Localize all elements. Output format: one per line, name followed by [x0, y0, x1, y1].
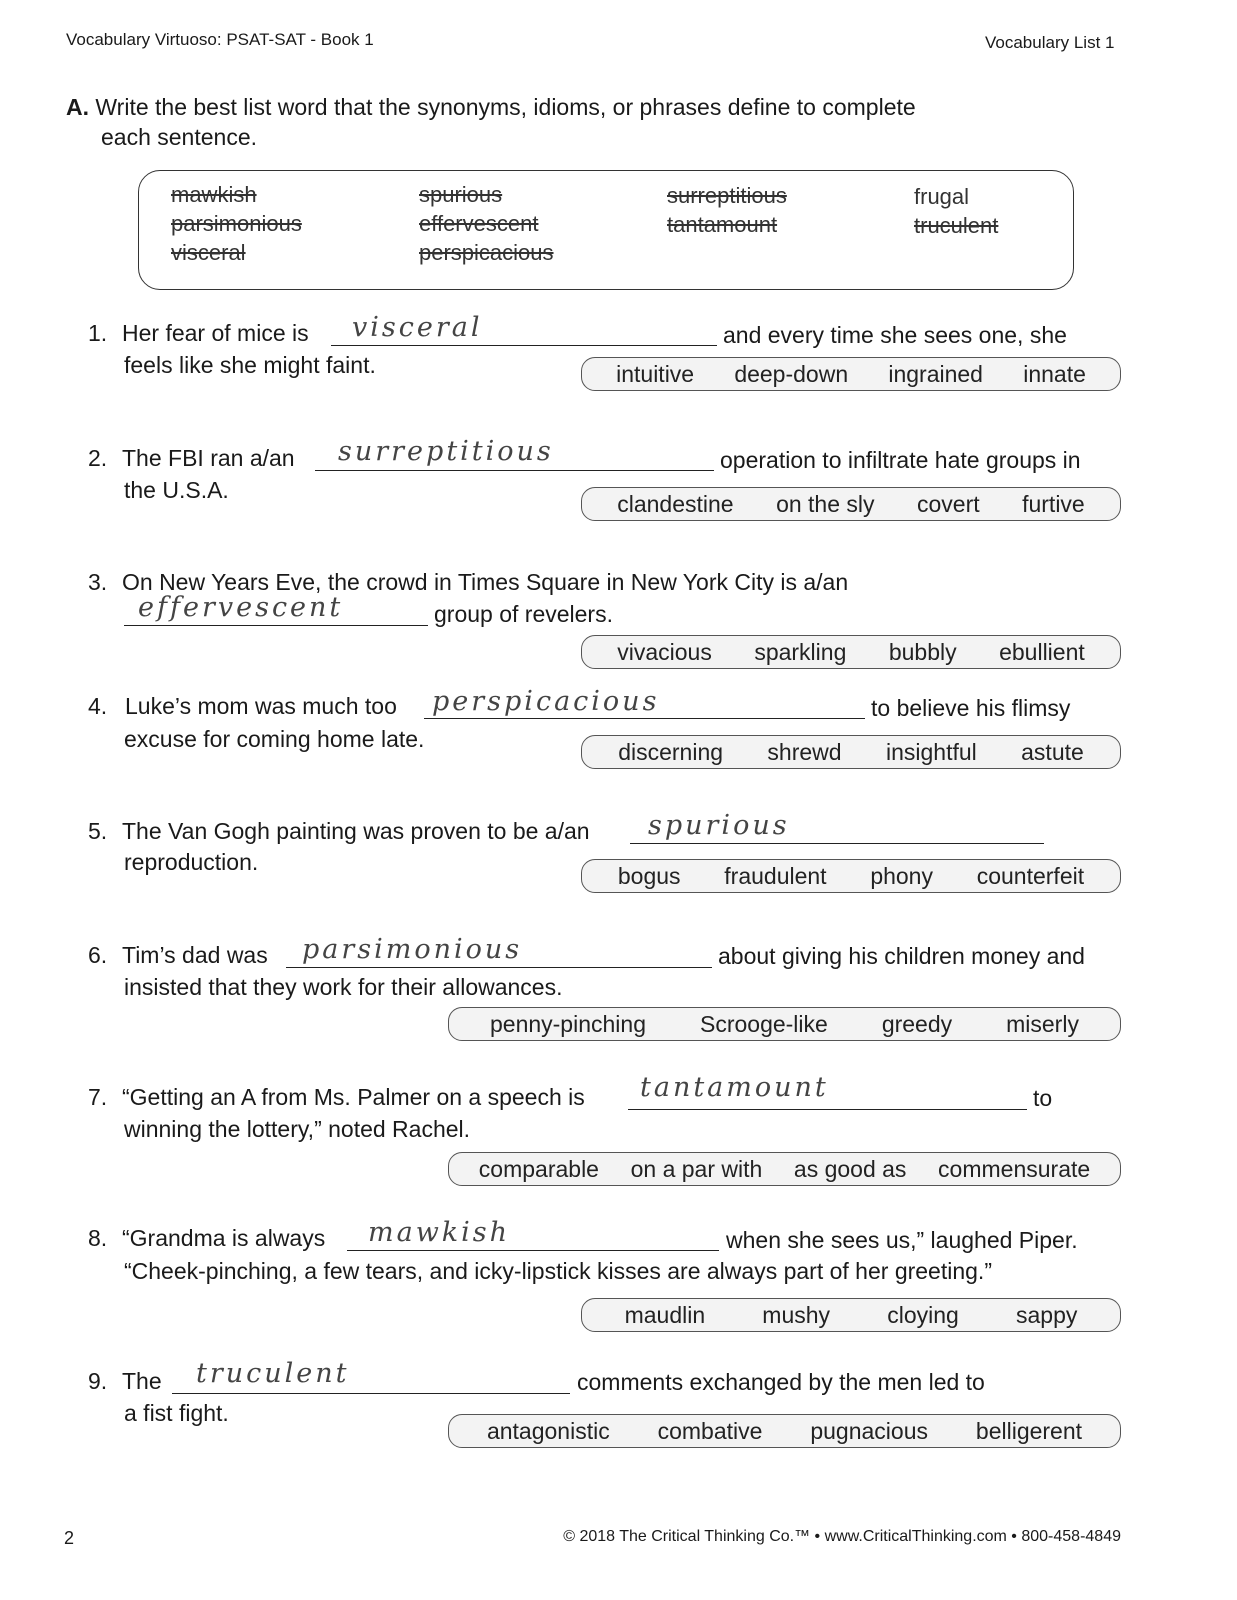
synonym: astute [1021, 738, 1084, 765]
synonym: bubbly [888, 638, 957, 665]
copyright: © 2018 The Critical Thinking Co.™ • www.CriticalThinking.com • 800-458-4849 [563, 1528, 1121, 1545]
question-text: Luke’s mom was much too [125, 693, 397, 719]
word-bank [138, 170, 1074, 290]
book-title: Vocabulary Virtuoso: PSAT-SAT - Book 1 [66, 30, 374, 49]
question-text: winning the lottery,” noted Rachel. [124, 1116, 471, 1142]
handwritten-answer: truculent [196, 1358, 350, 1389]
handwritten-answer: spurious [648, 810, 790, 841]
question-number: 5. [88, 818, 108, 844]
list-title: Vocabulary List 1 [985, 33, 1115, 52]
instructions [66, 92, 916, 123]
question-text: a fist fight. [124, 1400, 229, 1426]
answer-blank [286, 967, 712, 968]
synonym: greedy [881, 1010, 953, 1037]
word-bank-item: parsimonious [171, 211, 302, 236]
question-text: The [122, 1368, 162, 1394]
synonym: on a par with [630, 1155, 763, 1182]
question-text: Her fear of mice is [122, 320, 309, 346]
word-bank-item: effervescent [419, 211, 539, 236]
synonym: fraudulent [724, 862, 827, 889]
section-letter: A. [66, 94, 89, 120]
synonym-box [581, 487, 1121, 521]
question-text: The Van Gogh painting was proven to be a/an [122, 818, 590, 844]
question-text: reproduction. [124, 849, 259, 875]
answer-blank [315, 470, 714, 471]
synonym-box [581, 1298, 1121, 1332]
question-text: to believe his flimsy [871, 695, 1071, 721]
question-number: 2. [88, 445, 108, 471]
word-bank-item: perspicacious [419, 240, 554, 265]
synonym: insightful [885, 738, 977, 765]
synonym: clandestine [617, 490, 734, 517]
question-text: “Grandma is always [122, 1225, 326, 1251]
synonym: phony [870, 862, 933, 889]
word-bank-item: surreptitious [667, 183, 787, 208]
synonym: commensurate [938, 1155, 1091, 1182]
synonym: miserly [1006, 1010, 1079, 1037]
synonym: as good as [793, 1155, 907, 1182]
synonym: intuitive [616, 360, 695, 387]
question-text: The FBI ran a/an [122, 445, 295, 471]
handwritten-answer: parsimonious [302, 934, 523, 965]
question-number: 8. [88, 1225, 108, 1251]
question-text: operation to infiltrate hate groups in [720, 447, 1081, 473]
synonym: discerning [618, 738, 724, 765]
synonym-box [581, 357, 1121, 391]
question-text: On New Years Eve, the crowd in Times Square in New York City is a/an [122, 569, 849, 595]
question-text: insisted that they work for their allowances. [124, 974, 563, 1000]
instructions-line-1: Write the best list word that the synonyms, idioms, or phrases define to complete [95, 94, 916, 120]
synonym: penny-pinching [489, 1010, 646, 1037]
word-bank-item: visceral [171, 240, 246, 265]
answer-blank [347, 1250, 719, 1251]
question-number: 9. [88, 1368, 108, 1394]
word-bank-item: frugal [914, 184, 970, 209]
synonym-box [448, 1152, 1121, 1186]
synonym: counterfeit [976, 862, 1085, 889]
synonym: combative [657, 1417, 763, 1444]
synonym: cloying [887, 1301, 959, 1328]
question-number: 3. [88, 569, 108, 595]
question-text: “Getting an A from Ms. Palmer on a speech is [122, 1084, 585, 1110]
handwritten-answer: visceral [352, 312, 483, 343]
synonym: ingrained [888, 360, 983, 387]
synonym: bogus [617, 862, 681, 889]
synonym: belligerent [975, 1417, 1083, 1444]
answer-blank [124, 625, 428, 626]
question-text: the U.S.A. [124, 477, 229, 503]
word-bank-item: spurious [419, 182, 503, 207]
synonym: sparkling [754, 638, 847, 665]
answer-blank [172, 1393, 570, 1394]
synonym: maudlin [624, 1301, 706, 1328]
handwritten-answer: tantamount [640, 1072, 829, 1103]
synonym-box [581, 635, 1121, 669]
synonym: mushy [762, 1301, 831, 1328]
synonym: covert [916, 490, 980, 517]
synonym: innate [1023, 360, 1086, 387]
synonym: pugnacious [810, 1417, 928, 1444]
question-text: and every time she sees one, she [723, 322, 1067, 348]
question-number: 1. [88, 320, 108, 346]
synonym: antagonistic [486, 1417, 610, 1444]
synonym: deep-down [734, 360, 849, 387]
synonym-box [448, 1007, 1121, 1041]
instructions-line-2: each sentence. [101, 124, 258, 150]
word-bank-item: truculent [914, 213, 999, 238]
question-text: excuse for coming home late. [124, 726, 425, 752]
synonym-box [581, 859, 1121, 893]
answer-blank [630, 843, 1044, 844]
question-text: “Cheek-pinching, a few tears, and icky-lipstick kisses are always part of her greeting.” [124, 1258, 992, 1284]
synonym: vivacious [617, 638, 712, 665]
question-number: 4. [88, 693, 108, 719]
synonym: sappy [1016, 1301, 1078, 1328]
synonym: furtive [1022, 490, 1085, 517]
synonym: shrewd [767, 738, 842, 765]
word-bank-item: mawkish [171, 182, 257, 207]
word-bank-item: tantamount [667, 212, 778, 237]
handwritten-answer: surreptitious [338, 436, 554, 467]
question-text: feels like she might faint. [124, 352, 376, 378]
question-text: when she sees us,” laughed Piper. [726, 1227, 1078, 1253]
handwritten-answer: perspicacious [432, 686, 660, 717]
question-text: group of revelers. [434, 601, 613, 627]
synonym-box [581, 735, 1121, 769]
page-number: 2 [64, 1528, 75, 1548]
synonym: on the sly [776, 490, 875, 517]
synonym: comparable [478, 1155, 599, 1182]
synonym-box [448, 1414, 1121, 1448]
question-number: 6. [88, 942, 108, 968]
answer-blank [331, 345, 717, 346]
answer-blank [628, 1109, 1027, 1110]
answer-blank [424, 718, 865, 719]
question-text: comments exchanged by the men led to [577, 1369, 985, 1395]
handwritten-answer: effervescent [138, 592, 344, 623]
handwritten-answer: mawkish [368, 1217, 511, 1248]
synonym: Scrooge-like [699, 1010, 828, 1037]
question-text: Tim’s dad was [122, 942, 268, 968]
synonym: ebullient [999, 638, 1085, 665]
question-number: 7. [88, 1084, 108, 1110]
question-text: to [1033, 1085, 1053, 1111]
question-text: about giving his children money and [718, 943, 1085, 969]
